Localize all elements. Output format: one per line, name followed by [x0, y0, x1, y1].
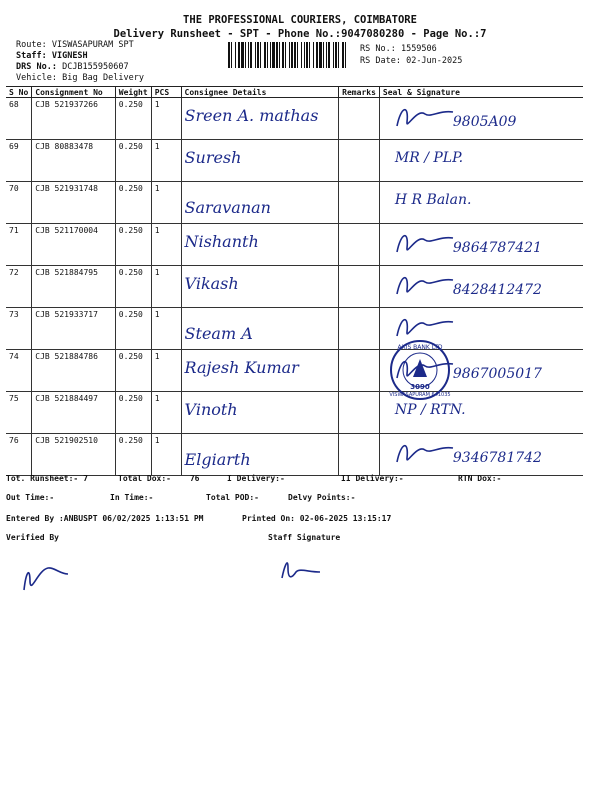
row-weight: 0.250 — [115, 98, 151, 140]
row-weight: 0.250 — [115, 182, 151, 224]
barcode-bar — [285, 42, 286, 68]
route-value: VISWASAPURAM SPT — [51, 40, 134, 50]
barcode-bar — [231, 42, 232, 68]
barcode-bar — [245, 42, 246, 68]
row-pcs: 1 — [151, 434, 181, 476]
col-header-consignee: Consignee Details — [181, 87, 339, 98]
row-remarks — [339, 140, 380, 182]
row-seal-signature — [379, 266, 583, 308]
row-remarks — [339, 434, 380, 476]
barcode-bar — [248, 42, 249, 68]
row-pcs: 1 — [151, 308, 181, 350]
barcode-bar — [272, 42, 275, 68]
barcode-bar — [250, 42, 252, 68]
row-weight: 0.250 — [115, 392, 151, 434]
tot-runsheet: Tot. Runsheet:- 7 — [6, 474, 88, 483]
staff-value: VIGNESH — [51, 51, 88, 61]
bank-stamp — [389, 339, 451, 401]
row-consignee-cell — [181, 308, 339, 350]
total-dox — [118, 474, 199, 483]
verified-by: Verified By — [6, 533, 59, 542]
table-row — [6, 98, 583, 140]
row-consignee-handwriting: Vikash — [184, 274, 239, 293]
barcode-bar — [342, 42, 344, 68]
barcode-bar — [270, 42, 271, 68]
row-consignment-no: CJB 521931748 — [32, 182, 115, 224]
barcode-bar — [304, 42, 305, 68]
row-weight: 0.250 — [115, 140, 151, 182]
row-weight: 0.250 — [115, 350, 151, 392]
row-consignee-handwriting: Elgiarth — [184, 450, 251, 469]
barcode-bar — [328, 42, 330, 68]
staff-signature-label: Staff Signature — [268, 533, 341, 542]
barcode-bar — [306, 42, 308, 68]
barcode-bar — [238, 42, 240, 68]
entered-by: Entered By :ANBUSPT 06/02/2025 1:13:51 PM — [6, 514, 204, 523]
row-consignee-handwriting: Rajesh Kumar — [184, 358, 299, 377]
row-remarks — [339, 308, 380, 350]
row-seal-signature — [379, 140, 583, 182]
table-row — [6, 434, 583, 476]
row-consignment-no: CJB 521933717 — [32, 308, 115, 350]
rs-no-line — [360, 44, 437, 54]
barcode-bar — [323, 42, 324, 68]
row-sno: 76 — [6, 434, 32, 476]
col-header-weight: Weight — [115, 87, 151, 98]
total-dox-value: 76 — [189, 474, 200, 483]
table-row — [6, 266, 583, 308]
barcode-bar — [267, 42, 268, 68]
row-consignee-cell — [181, 224, 339, 266]
row-signature-note: H R Balan. — [394, 192, 472, 208]
barcode-bar — [333, 42, 334, 68]
row-signature-note: 9864787421 — [452, 240, 542, 256]
row-signature-note: 8428412472 — [452, 282, 542, 298]
table-row — [6, 224, 583, 266]
row-consignee-cell — [181, 350, 339, 392]
row-consignment-no: CJB 80883478 — [32, 140, 115, 182]
row-weight: 0.250 — [115, 308, 151, 350]
printed-on: Printed On: 02-06-2025 13:15:17 — [242, 514, 392, 523]
table-row — [6, 392, 583, 434]
row-consignment-no: CJB 521937266 — [32, 98, 115, 140]
row-consignee-cell — [181, 434, 339, 476]
col-header-sno: S No — [6, 87, 32, 98]
row-seal-signature — [379, 224, 583, 266]
row-consignee-handwriting: Nishanth — [184, 232, 259, 251]
row-remarks — [339, 182, 380, 224]
drs-line — [16, 62, 129, 72]
row-consignee-handwriting: Sreen A. mathas — [184, 106, 319, 125]
barcode-bar — [255, 42, 256, 68]
row-sno: 73 — [6, 308, 32, 350]
row-pcs: 1 — [151, 350, 181, 392]
row-pcs: 1 — [151, 140, 181, 182]
row-pcs: 1 — [151, 392, 181, 434]
staff-line — [16, 51, 88, 61]
row-consignment-no: CJB 521902510 — [32, 434, 115, 476]
row-seal-signature — [379, 182, 583, 224]
row-sno: 72 — [6, 266, 32, 308]
row-remarks — [339, 392, 380, 434]
stamp-bank: AXIS BANK LTD — [397, 344, 443, 351]
table-row — [6, 182, 583, 224]
vehicle-line — [16, 73, 144, 83]
total-dox-label: Total Dox:- — [118, 474, 171, 483]
row-weight: 0.250 — [115, 434, 151, 476]
barcode-bar — [301, 42, 302, 68]
rs-no-label: RS No.: — [360, 44, 396, 54]
col-header-signature: Seal & Signature — [379, 87, 583, 98]
runsheet-table — [6, 86, 583, 476]
col-header-consignment: Consignment No — [32, 87, 115, 98]
table-row — [6, 350, 583, 392]
rs-date-label: RS Date: — [360, 56, 401, 66]
rs-no-value: 1559506 — [400, 44, 437, 54]
row-consignee-cell — [181, 392, 339, 434]
row-sno: 68 — [6, 98, 32, 140]
barcode-bar — [319, 42, 322, 68]
row-consignment-no: CJB 521884786 — [32, 350, 115, 392]
row-consignment-no: CJB 521170004 — [32, 224, 115, 266]
row-remarks — [339, 350, 380, 392]
row-consignee-handwriting: Vinoth — [184, 400, 238, 419]
row-remarks — [339, 98, 380, 140]
stamp-branch: VISWASAPURAM 641035 — [389, 392, 451, 398]
rs-date-line — [360, 56, 462, 66]
total-pod: Total POD:- — [206, 493, 259, 502]
barcode-bar — [260, 42, 261, 68]
table-header-row — [6, 87, 583, 98]
barcode-bar — [316, 42, 318, 68]
row-sno: 75 — [6, 392, 32, 434]
barcode-bar — [264, 42, 266, 68]
row-signature-note: NP / RTN. — [394, 402, 466, 418]
row-signature-note: 9346781742 — [452, 450, 542, 466]
row-signature-note: MR / PLP. — [394, 150, 464, 166]
i-delivery: I Delivery:- — [227, 474, 285, 483]
row-weight: 0.250 — [115, 266, 151, 308]
barcode-bar — [309, 42, 310, 68]
ii-delivery: II Delivery:- — [341, 474, 404, 483]
stamp-code: 3090 — [410, 383, 430, 391]
barcode-bar — [241, 42, 244, 68]
barcode-bar — [289, 42, 290, 68]
drs-label: DRS No.: — [16, 62, 57, 72]
barcode-bar — [294, 42, 296, 68]
table-row — [6, 308, 583, 350]
barcode-bar — [313, 42, 314, 68]
barcode-bar — [338, 42, 339, 68]
rtn-dox: RTN Dox:- — [458, 474, 502, 483]
row-consignee-handwriting: Suresh — [184, 148, 242, 167]
barcode-graphic — [228, 42, 348, 68]
row-seal-signature — [379, 434, 583, 476]
delvy-points: Delvy Points:- — [288, 493, 356, 502]
route-line — [16, 40, 134, 50]
barcode-bar — [291, 42, 293, 68]
barcode-bar — [276, 42, 278, 68]
row-consignee-cell — [181, 182, 339, 224]
row-consignee-cell — [181, 140, 339, 182]
col-header-pcs: PCS — [151, 87, 181, 98]
barcode-bar — [326, 42, 327, 68]
row-consignee-cell — [181, 266, 339, 308]
barcode-bar — [235, 42, 236, 68]
table-row — [6, 140, 583, 182]
row-sno: 71 — [6, 224, 32, 266]
row-consignment-no: CJB 521884497 — [32, 392, 115, 434]
row-consignee-cell — [181, 98, 339, 140]
row-remarks — [339, 266, 380, 308]
row-signature-note: 9805A09 — [452, 114, 517, 130]
verifier-signature — [18, 560, 78, 600]
col-header-remarks: Remarks — [339, 87, 380, 98]
runsheet-subtitle: Delivery Runsheet - SPT - Phone No.:9047080280 - Page No.:7 — [113, 28, 487, 40]
staff-signature — [268, 550, 328, 590]
route-label: Route: — [16, 40, 47, 50]
in-time: In Time:- — [110, 493, 154, 502]
rs-date-value: 02-Jun-2025 — [406, 56, 463, 66]
barcode-bar — [297, 42, 298, 68]
staff-label: Staff: — [16, 51, 47, 61]
row-consignment-no: CJB 521884795 — [32, 266, 115, 308]
row-seal-signature — [379, 98, 583, 140]
barcode-bar — [257, 42, 259, 68]
row-sno: 74 — [6, 350, 32, 392]
barcode-bar — [282, 42, 284, 68]
row-weight: 0.250 — [115, 224, 151, 266]
row-pcs: 1 — [151, 182, 181, 224]
row-pcs: 1 — [151, 266, 181, 308]
barcode-bar — [279, 42, 280, 68]
row-consignee-handwriting: Saravanan — [184, 198, 271, 217]
row-pcs: 1 — [151, 224, 181, 266]
row-consignee-handwriting: Steam A — [184, 324, 253, 343]
barcode-bar — [335, 42, 337, 68]
barcode-bar — [345, 42, 346, 68]
row-sno: 69 — [6, 140, 32, 182]
out-time: Out Time:- — [6, 493, 55, 502]
row-sno: 70 — [6, 182, 32, 224]
vehicle-value: Big Bag Delivery — [62, 73, 144, 83]
row-signature-note: 9867005017 — [452, 366, 542, 382]
vehicle-label: Vehicle: — [16, 73, 57, 83]
row-pcs: 1 — [151, 98, 181, 140]
drs-value: DCJB155950607 — [62, 62, 129, 72]
company-title: THE PROFESSIONAL COURIERS, COIMBATORE — [183, 14, 417, 26]
barcode-bar — [228, 42, 230, 68]
row-remarks — [339, 224, 380, 266]
